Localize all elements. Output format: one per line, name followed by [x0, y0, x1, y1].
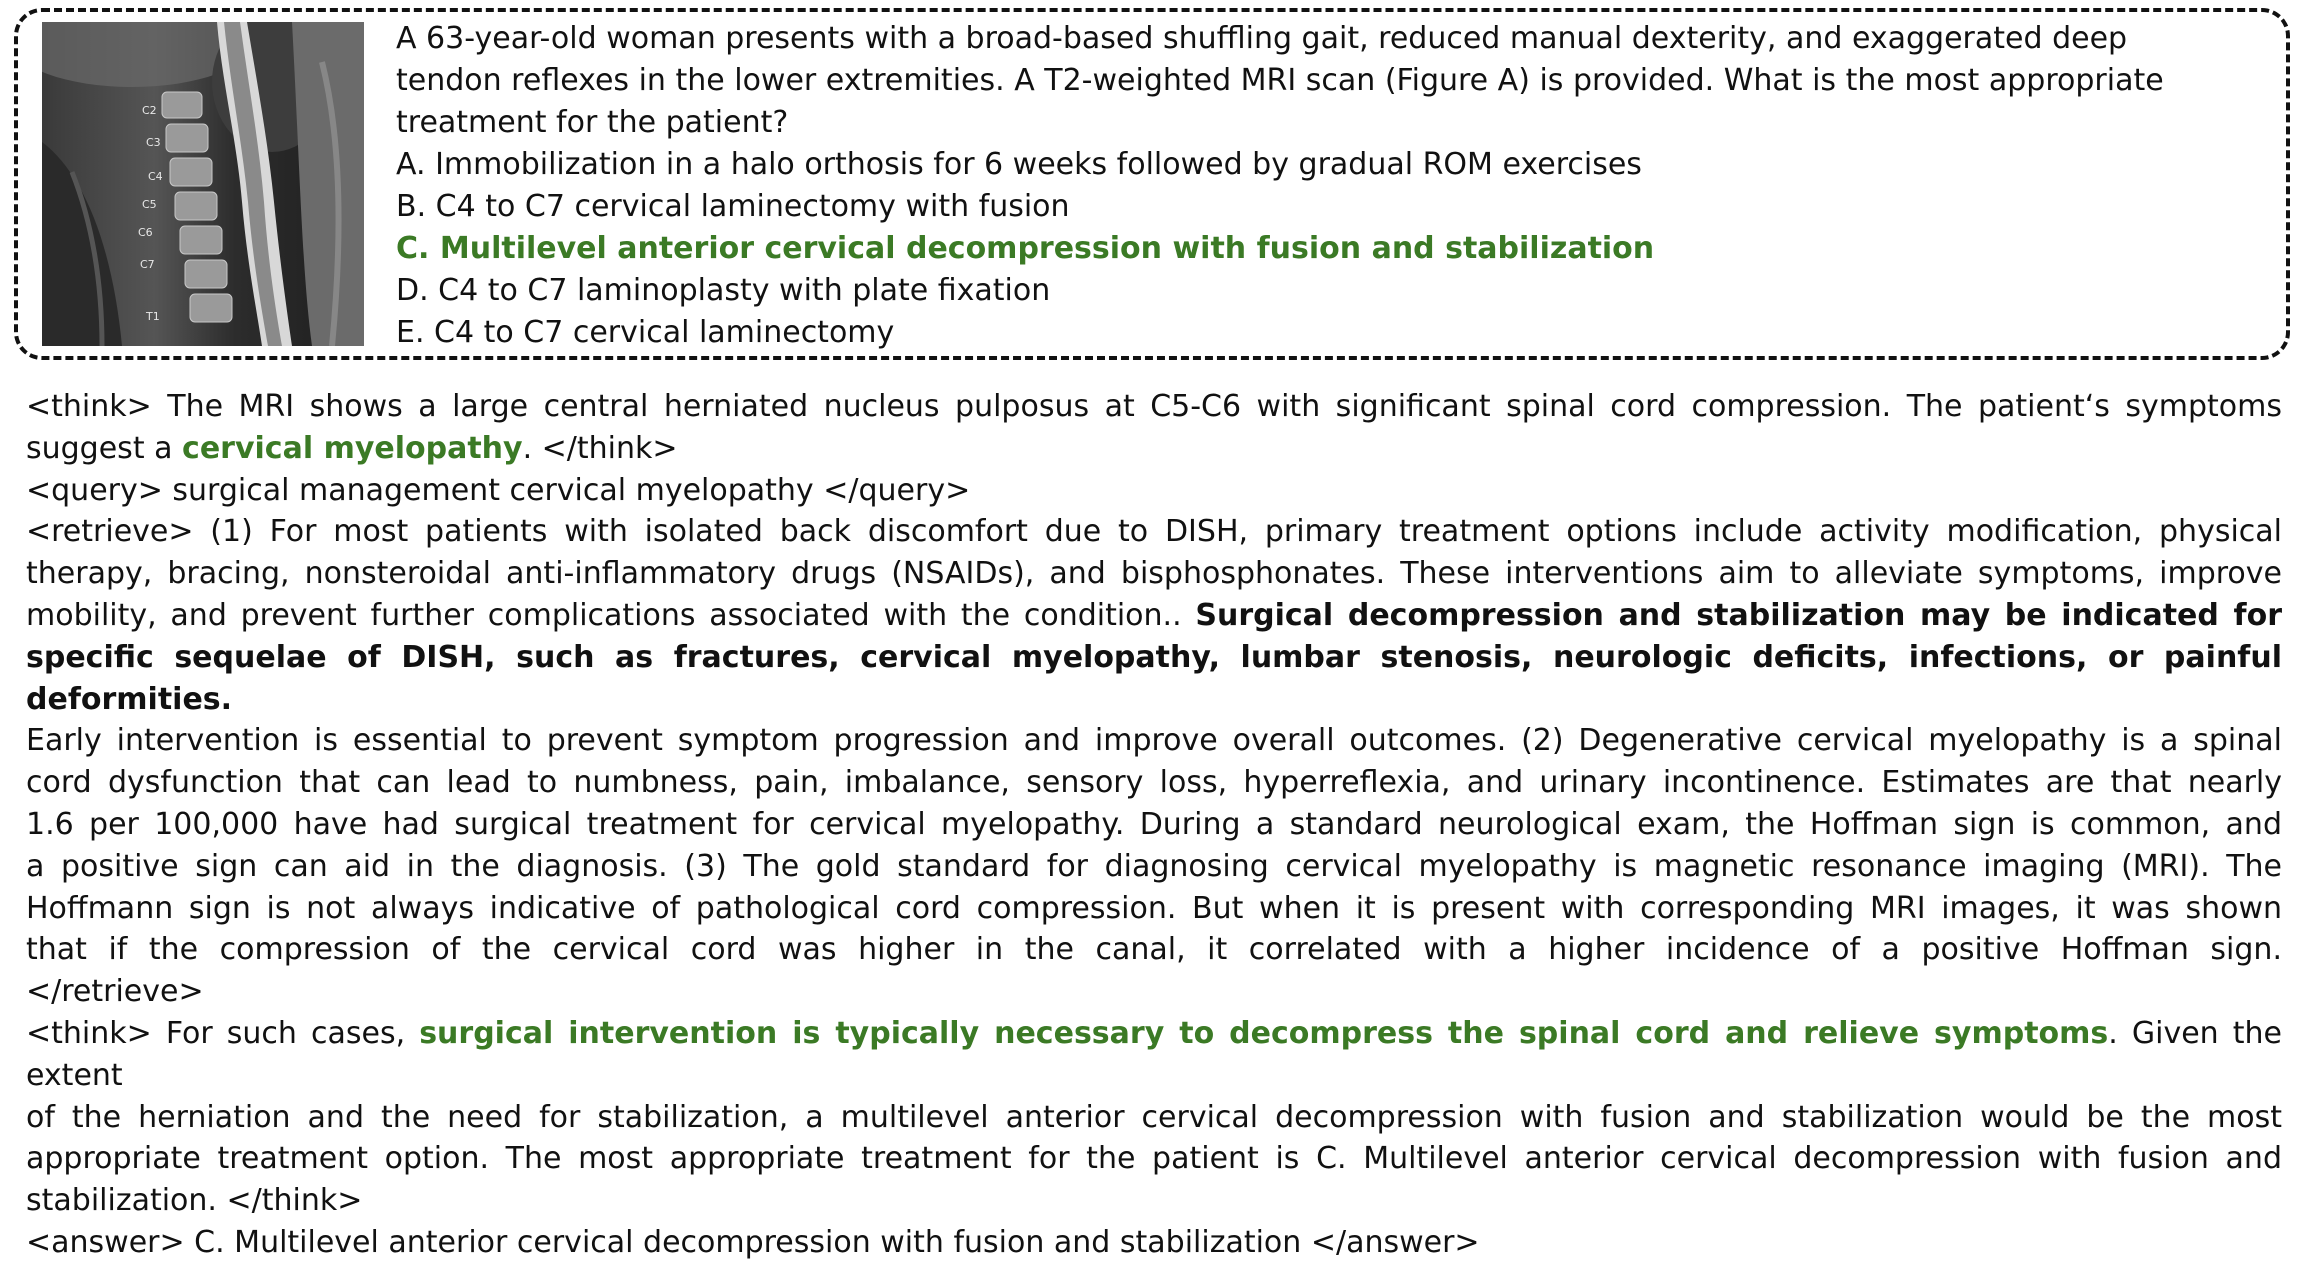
think-line	[26, 1013, 2282, 1097]
retrieve-text: mobility, and prevent further complications associated with the condition..	[26, 597, 1196, 633]
mri-label: C5	[142, 198, 157, 211]
retrieve-line: <retrieve> (1) For most patients with isolated back discomfort due to DISH, primary treatment options include activity modification, physical	[26, 514, 2282, 550]
mri-label: C3	[146, 136, 161, 149]
think-text: . Given the extent	[26, 1015, 2282, 1093]
retrieve-line: Hoffmann sign is not always indicative of pathological cord compression. But when it is present with corresponding MRI images, it was shown	[26, 890, 2282, 926]
retrieve-bold: Surgical decompression and stabilization may be indicated for	[1195, 597, 2282, 633]
option-d: D. C4 to C7 laminoplasty with plate fixation	[396, 273, 1051, 308]
option-b: B. C4 to C7 cervical laminectomy with fusion	[396, 189, 1070, 224]
mri-label: C6	[138, 226, 153, 239]
retrieve-line: Early intervention is essential to prevent symptom progression and improve overall outcomes. (2) Degenerative cervical myelopathy is a spinal	[26, 723, 2282, 759]
reasoning-trace	[26, 386, 2282, 1264]
answer-line: <answer> C. Multilevel anterior cervical decompression with fusion and stabilization </answer>	[26, 1224, 1480, 1260]
think-line: of the herniation and the need for stabilization, a multilevel anterior cervical decompression with fusion and stabilization would be the most	[26, 1099, 2282, 1135]
question-text	[396, 18, 2276, 354]
think-line: <think> The MRI shows a large central herniated nucleus pulposus at C5-C6 with significant spinal cord compression. The patient‘s symptoms	[26, 389, 2282, 424]
think-highlight: cervical myelopathy	[182, 430, 523, 466]
question-stem-line: A 63-year-old woman presents with a broad-based shuffling gait, reduced manual dexterity, and exaggerated deep	[396, 21, 2128, 56]
retrieve-line: that if the compression of the cervical cord was higher in the canal, it correlated with a higher incidence of a positive Hoffman sign.	[26, 932, 2282, 968]
think-text: <think> For such cases,	[26, 1015, 420, 1051]
retrieve-line: specific sequelae of DISH, such as fractures, cervical myelopathy, lumbar stenosis, neurologic deficits, infections, or painful deformities.	[26, 639, 2282, 717]
retrieve-line: therapy, bracing, nonsteroidal anti-inflammatory drugs (NSAIDs), and bisphosphonates. These interventions aim to alleviate symptoms, improve	[26, 556, 2282, 592]
query-line: <query> surgical management cervical myelopathy </query>	[26, 472, 971, 508]
mri-label: C2	[142, 104, 157, 117]
retrieve-close: </retrieve>	[26, 974, 204, 1010]
option-c-correct: C. Multilevel anterior cervical decompression with fusion and stabilization	[396, 231, 1655, 266]
mri-image	[42, 22, 364, 346]
think-line: appropriate treatment option. The most appropriate treatment for the patient is C. Multilevel anterior cervical decompression with fusion and	[26, 1141, 2282, 1177]
retrieve-line: cord dysfunction that can lead to numbness, pain, imbalance, sensory loss, hyperreflexia, and urinary incontinence. Estimates are that nearly	[26, 765, 2282, 801]
question-stem-line: treatment for the patient?	[396, 105, 789, 140]
think-text: suggest a	[26, 430, 183, 466]
mri-label: T1	[146, 310, 160, 323]
mri-figure	[42, 22, 364, 346]
retrieve-line: 1.6 per 100,000 have had surgical treatment for cervical myelopathy. During a standard neurological exam, the Hoffman sign is common, and	[26, 806, 2282, 842]
think-highlight: surgical intervention is typically necessary to decompress the spinal cord and relieve symptoms	[419, 1015, 2109, 1051]
mri-label: C4	[148, 170, 163, 183]
retrieve-line	[26, 595, 2282, 637]
think-line	[26, 428, 2282, 470]
option-e: E. C4 to C7 cervical laminectomy	[396, 315, 895, 350]
retrieve-line: a positive sign can aid in the diagnosis. (3) The gold standard for diagnosing cervical myelopathy is magnetic resonance imaging (MRI). The	[26, 848, 2282, 884]
mri-label: C7	[140, 258, 155, 271]
think-text: . </think>	[522, 430, 678, 466]
option-a: A. Immobilization in a halo orthosis for 6 weeks followed by gradual ROM exercises	[396, 147, 1642, 182]
question-stem-line: tendon reflexes in the lower extremities. A T2-weighted MRI scan (Figure A) is provided. What is the most appropriate	[396, 63, 2164, 98]
think-line: stabilization. </think>	[26, 1183, 363, 1219]
